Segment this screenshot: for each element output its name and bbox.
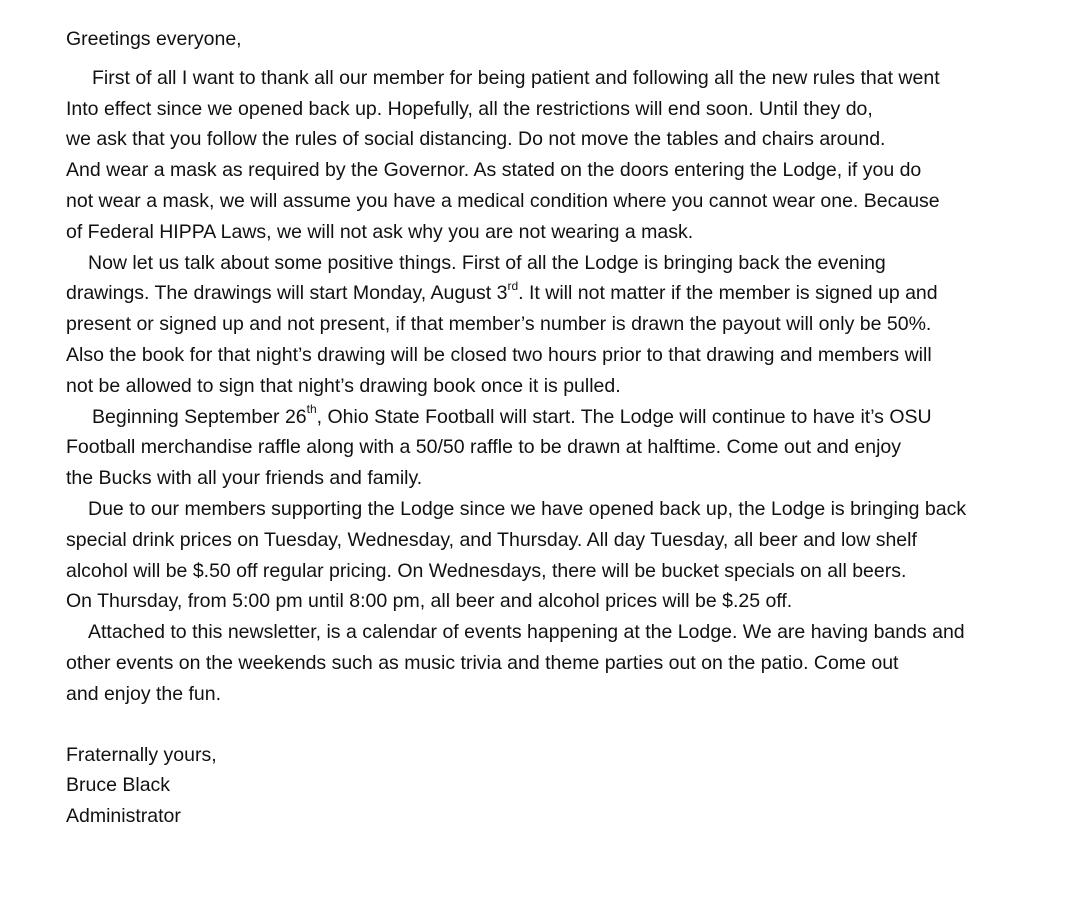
paragraph-line: Football merchandise raffle along with a 50/50 raffle to be drawn at halftime. Come out and enjoy [66,436,902,459]
text-run: . It will not matter if the member is signed up and [518,282,938,305]
paragraph-line: And wear a mask as required by the Governor. As stated on the doors entering the Lodge, if you do [66,159,922,182]
paragraph-line: Also the book for that night’s drawing will be closed two hours prior to that drawing and members will [66,343,932,366]
spacer [66,55,1066,63]
paragraph-line: On Thursday, from 5:00 pm until 8:00 pm, all beer and alcohol prices will be $.25 off. [66,590,793,613]
paragraph-line [66,278,1066,309]
spacer [66,710,1066,740]
ordinal-suffix: rd [507,278,519,293]
paragraph-calendar [66,617,1066,709]
paragraph-line: Into effect since we opened back up. Hopefully, all the restrictions will end soon. Until they do, [66,97,873,120]
paragraph-football [66,402,1066,494]
paragraph-line: not wear a mask, we will assume you have a medical condition where you cannot wear one. Because [66,189,940,212]
signature-title: Administrator [66,805,181,828]
paragraph-line: Due to our members supporting the Lodge since we have opened back up, the Lodge is bringing back [88,497,967,520]
paragraph-line [66,402,1066,433]
text-run: Beginning September 26 [92,405,307,428]
text-run: , Ohio State Football will start. The Lodge will continue to have it’s OSU [316,405,932,428]
paragraph-line: alcohol will be $.50 off regular pricing. On Wednesdays, there will be bucket specials on all beers. [66,559,907,582]
newsletter-letter [66,24,1066,832]
paragraph-drink-specials [66,494,1066,617]
ordinal-suffix: th [306,402,317,417]
paragraph-line: of Federal HIPPA Laws, we will not ask why you are not wearing a mask. [66,220,694,243]
paragraph-line: Attached to this newsletter, is a calendar of events happening at the Lodge. We are having bands and [88,621,965,644]
greeting: Greetings everyone, [66,28,242,50]
paragraph-line: present or signed up and not present, if that member’s number is drawn the payout will only be 50%. [66,313,932,336]
closing: Fraternally yours, [66,743,217,766]
paragraph-line: other events on the weekends such as music trivia and theme parties out on the patio. Come out [66,651,899,674]
paragraph-line: the Bucks with all your friends and family. [66,467,423,490]
signature-name: Bruce Black [66,774,171,797]
paragraph-line: and enjoy the fun. [66,682,222,705]
paragraph-line: Now let us talk about some positive things. First of all the Lodge is bringing back the evening [88,251,886,274]
paragraph-thanks [66,63,1066,248]
paragraph-line: special drink prices on Tuesday, Wednesday, and Thursday. All day Tuesday, all beer and low shelf [66,528,917,551]
paragraph-line: not be allowed to sign that night’s drawing book once it is pulled. [66,374,621,397]
paragraph-line: First of all I want to thank all our member for being patient and following all the new rules that went [92,66,940,89]
paragraph-line: we ask that you follow the rules of social distancing. Do not move the tables and chairs around. [66,128,886,151]
paragraph-drawings [66,248,1066,402]
text-run: drawings. The drawings will start Monday, August 3 [66,282,508,305]
signature-block [66,740,1066,832]
